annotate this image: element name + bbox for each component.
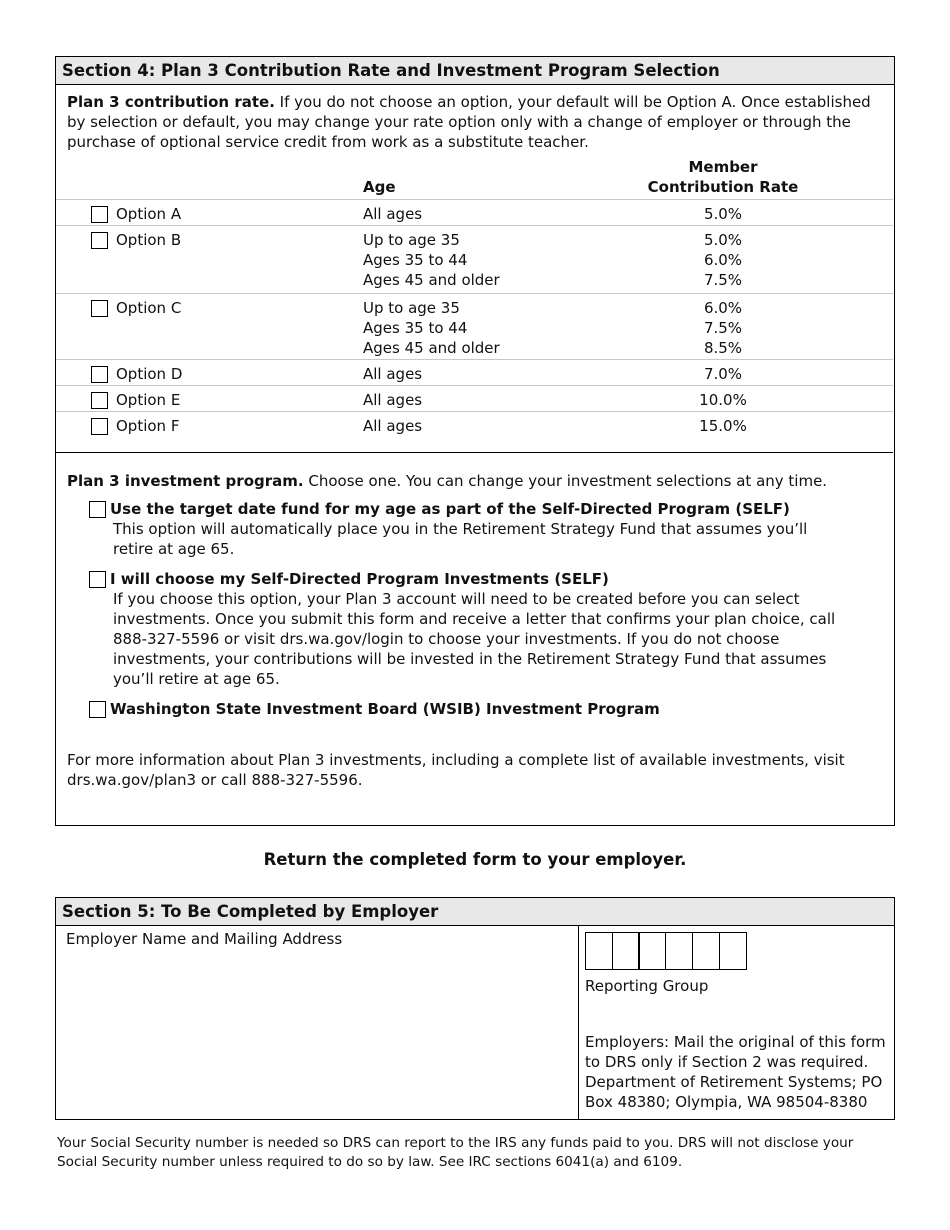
target-date-label: Use the target date fund for my age as part of the Self-Directed Program (SELF) (110, 500, 790, 518)
option-c-choice[interactable] (91, 298, 181, 318)
option-f-rates: 15.0% (699, 417, 747, 435)
reporting-group-box[interactable] (638, 932, 666, 970)
self-directed-description: If you choose this option, your Plan 3 account will need to be created before you can select investments. Once you submit this form and receive a letter that confirms your plan choice, call 888-327-5596 or visit drs.wa.gov/login to choose your investments. If you do not choose investments, your contributions will be invested in the Retirement Strategy Fund that assumes you’ll retire at age 65. (113, 590, 836, 688)
option-d-choice[interactable] (91, 364, 182, 384)
rate-column-header: Member Contribution Rate (647, 158, 799, 196)
option-a-choice[interactable] (91, 204, 181, 224)
contribution-rate-intro (67, 92, 887, 152)
investment-program-text: Choose one. You can change your investment selections at any time. (303, 472, 828, 490)
rate-row-option-f (56, 411, 893, 439)
age-column-header: Age (363, 178, 396, 196)
rate-row-option-b (56, 225, 893, 293)
option-e-checkbox[interactable] (91, 392, 108, 409)
option-d-checkbox[interactable] (91, 366, 108, 383)
section-4-title: Section 4: Plan 3 Contribution Rate and Investment Program Selection (56, 57, 894, 85)
investment-program-heading: Plan 3 investment program. (67, 472, 304, 490)
option-e-choice[interactable] (91, 390, 180, 410)
section-4-divider (56, 452, 893, 453)
rate-row-option-a (56, 199, 893, 225)
return-form-note: Return the completed form to your employer. (263, 850, 687, 869)
option-f-label: Option F (116, 417, 180, 435)
rate-row-option-d (56, 359, 893, 385)
investment-program-intro (67, 471, 827, 491)
reporting-group-box[interactable] (612, 932, 640, 970)
section-4 (55, 56, 895, 826)
reporting-group-box[interactable] (692, 932, 720, 970)
contribution-rate-text: If you do not choose an option, your default will be Option A. Once established by selection or default, you may change your rate option only with a change of employer or through the purchase of optional service credit from work as a substitute teacher. (67, 93, 871, 151)
option-a-checkbox[interactable] (91, 206, 108, 223)
investment-option-wsib[interactable] (89, 699, 849, 719)
rate-row-option-c (56, 293, 893, 359)
option-a-ages: All ages (363, 205, 423, 223)
option-b-ages: Up to age 35 Ages 35 to 44 Ages 45 and older (363, 231, 500, 289)
option-c-checkbox[interactable] (91, 300, 108, 317)
reporting-group-boxes (585, 932, 745, 970)
target-date-checkbox[interactable] (89, 501, 106, 518)
self-directed-checkbox[interactable] (89, 571, 106, 588)
target-date-description: This option will automatically place you in the Retirement Strategy Fund that assumes you’ll retire at age 65. (113, 520, 808, 558)
section-5-title: Section 5: To Be Completed by Employer (56, 898, 894, 926)
wsib-checkbox[interactable] (89, 701, 106, 718)
section-5 (55, 897, 895, 1120)
option-d-ages: All ages (363, 365, 423, 383)
reporting-group-label: Reporting Group (585, 977, 709, 995)
option-c-label: Option C (116, 299, 182, 317)
option-b-label: Option B (116, 231, 182, 249)
contribution-rate-heading: Plan 3 contribution rate. (67, 93, 275, 111)
option-d-label: Option D (116, 365, 183, 383)
more-info-text: For more information about Plan 3 investments, including a complete list of available investments, visit drs.wa.gov/plan3 or call 888-327-5596. (67, 751, 845, 789)
option-e-rates: 10.0% (699, 391, 747, 409)
rate-row-option-e (56, 385, 893, 411)
option-c-rates: 6.0% 7.5% 8.5% (703, 299, 743, 357)
reporting-group-panel (579, 926, 893, 1119)
reporting-group-box[interactable] (665, 932, 693, 970)
investment-option-self-directed[interactable] (89, 569, 849, 689)
reporting-group-box[interactable] (585, 932, 613, 970)
option-f-checkbox[interactable] (91, 418, 108, 435)
option-b-checkbox[interactable] (91, 232, 108, 249)
employer-name-address-field[interactable] (56, 926, 579, 1119)
option-a-label: Option A (116, 205, 182, 223)
option-f-choice[interactable] (91, 416, 179, 436)
investment-option-target-date[interactable] (89, 499, 849, 559)
option-e-label: Option E (116, 391, 181, 409)
option-b-choice[interactable] (91, 230, 181, 250)
option-e-ages: All ages (363, 391, 423, 409)
reporting-group-box[interactable] (719, 932, 747, 970)
option-b-rates: 5.0% 6.0% 7.5% (703, 231, 743, 289)
option-f-ages: All ages (363, 417, 423, 435)
employer-mail-note: Employers: Mail the original of this form to DRS only if Section 2 was required. Department of Retirement Systems; PO Box 48380; Olympia, WA 98504-8380 (585, 1033, 886, 1111)
option-c-ages: Up to age 35 Ages 35 to 44 Ages 45 and older (363, 299, 500, 357)
option-d-rates: 7.0% (703, 365, 743, 383)
employer-name-address-label: Employer Name and Mailing Address (66, 930, 343, 948)
wsib-label: Washington State Investment Board (WSIB) Investment Program (110, 700, 660, 718)
option-a-rates: 5.0% (703, 205, 743, 223)
ssn-footnote: Your Social Security number is needed so DRS can report to the IRS any funds paid to you. DRS will not disclose your Social Security number unless required to do so by law. See IRC sections 6041(a) and 6109. (57, 1135, 854, 1170)
self-directed-label: I will choose my Self-Directed Program Investments (SELF) (110, 570, 609, 588)
